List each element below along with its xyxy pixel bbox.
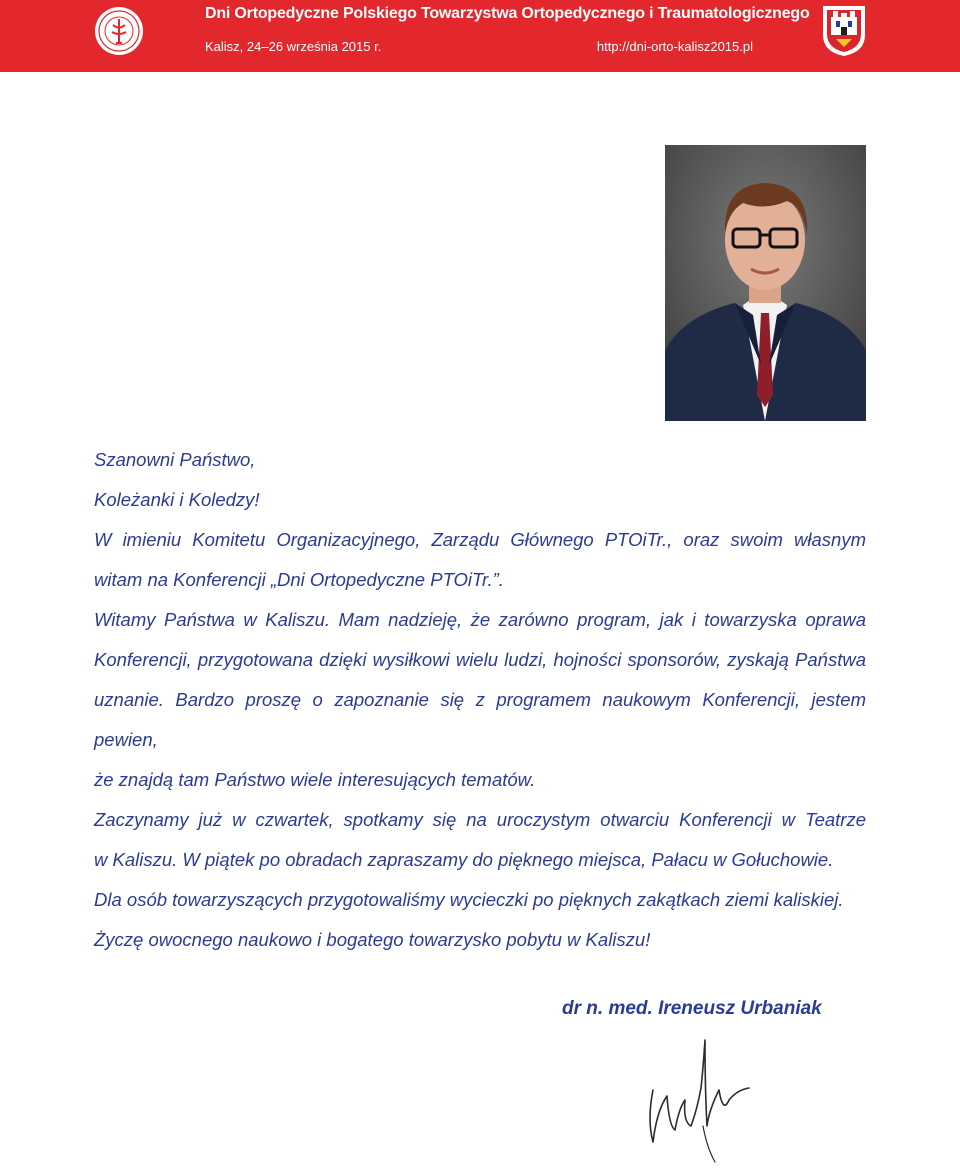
conference-title: Dni Ortopedyczne Polskiego Towarzystwa Ortopedycznego i Traumatologicznego [205, 5, 810, 22]
city-crest-icon [822, 5, 866, 57]
letter-line: Konferencji, przygotowana dzięki wysiłkowi wielu ludzi, hojności sponsorów, zyskają Państwa [94, 649, 866, 670]
letter-line: uznanie. Bardzo proszę o zapoznanie się z programem naukowym Konferencji, jestem pewien, [94, 689, 866, 750]
header-bar [0, 0, 960, 72]
portrait-photo [665, 145, 866, 421]
society-emblem-icon [94, 6, 144, 56]
letter-line: Witamy Państwa w Kaliszu. Mam nadzieję, że zarówno program, jak i towarzyska oprawa [94, 609, 866, 630]
letter-greeting: Szanowni Państwo, [94, 449, 256, 470]
handwritten-signature [645, 1030, 755, 1165]
welcome-letter [94, 440, 866, 960]
letter-greeting-2: Koleżanki i Koledzy! [94, 489, 260, 510]
letter-line: że znajdą tam Państwo wiele interesujących tematów. [94, 769, 536, 790]
signer-name: dr n. med. Ireneusz Urbaniak [562, 998, 822, 1019]
letter-line: witam na Konferencji „Dni Ortopedyczne PTOiTr.”. [94, 569, 504, 590]
letter-closing: Życzę owocnego naukowo i bogatego towarzysko pobytu w Kaliszu! [94, 929, 651, 950]
letter-line: w Kaliszu. W piątek po obradach zapraszamy do pięknego miejsca, Pałacu w Gołuchowie. [94, 849, 834, 870]
letter-line: Zaczynamy już w czwartek, spotkamy się na uroczystym otwarciu Konferencji w Teatrze [94, 809, 866, 830]
letter-line: Dla osób towarzyszących przygotowaliśmy wycieczki po pięknych zakątkach ziemi kaliskiej. [94, 889, 844, 910]
conference-date: Kalisz, 24–26 września 2015 r. [205, 39, 382, 54]
conference-url-link[interactable]: http://dni-orto-kalisz2015.pl [596, 39, 753, 54]
letter-line: W imieniu Komitetu Organizacyjnego, Zarządu Głównego PTOiTr., oraz swoim własnym [94, 529, 866, 550]
